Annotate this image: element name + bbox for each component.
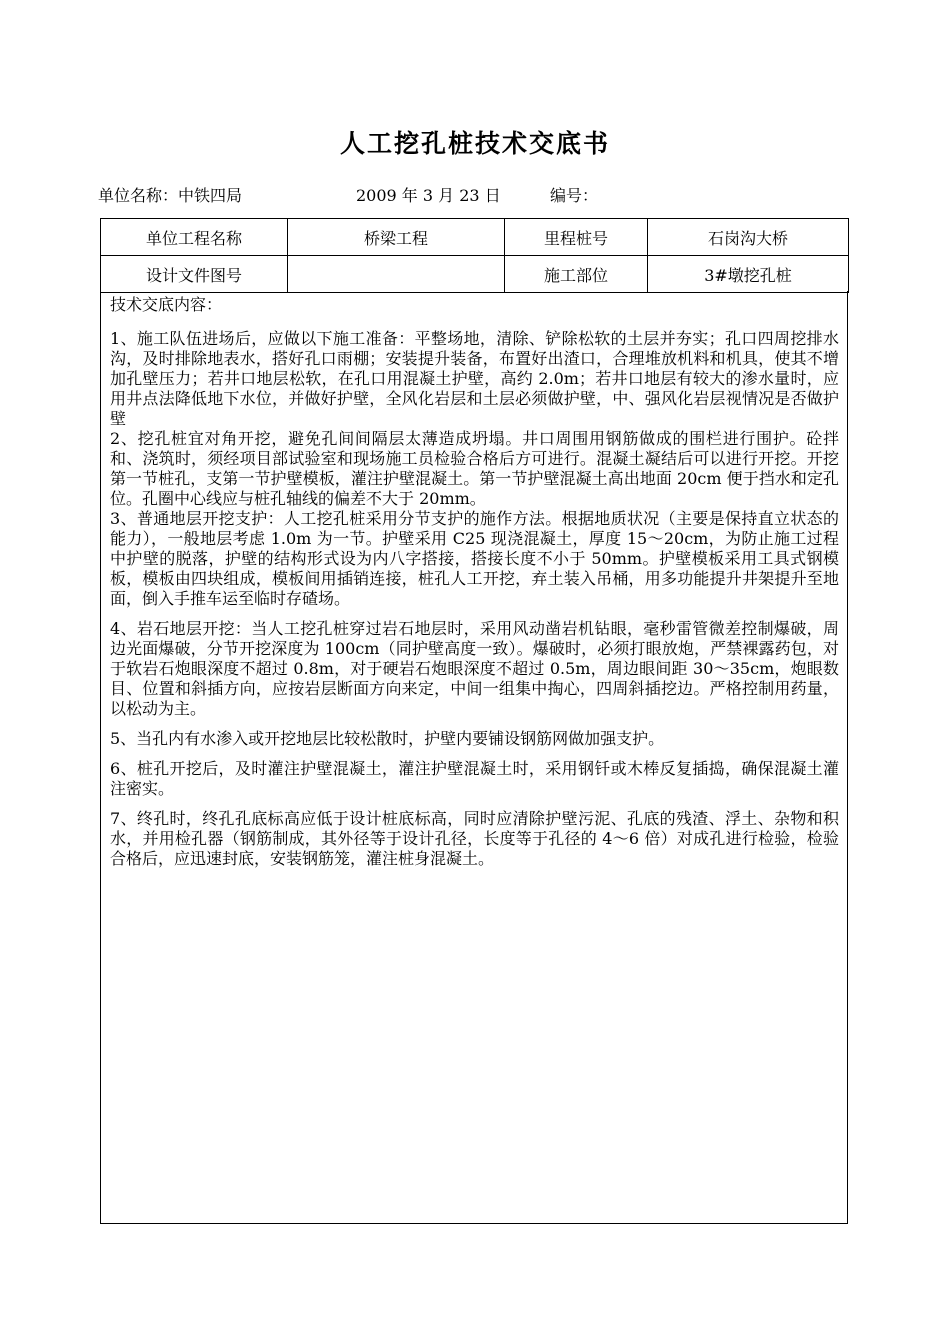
construction-part-label: 施工部位 — [505, 256, 648, 293]
mileage-label: 里程桩号 — [505, 219, 648, 256]
paragraph-1: 1、施工队伍进场后，应做以下施工准备：平整场地，清除、铲除松软的土层并夯实；孔口四周挖排水沟，及时排除地表水，搭好孔口雨棚；安装提升装备，布置好出渣口，合理堆放机料和机具，使其不增加孔壁压力；若井口地层松软，在孔口用混凝土护壁，高约 2.0m；若井口地层有较大的渗水量时，应用井点法降低地下水位，并做好护壁，全风化岩层和土层必须做护壁，中、强风化岩层视情况是否做护壁 — [110, 329, 839, 428]
paragraph-7: 7、终孔时，终孔孔底标高应低于设计桩底标高，同时应清除护壁污泥、孔底的残渣、浮土、杂物和积水，并用检孔器（钢筋制成，其外径等于设计孔径，长度等于孔径的 4～6 倍）对成孔进行检验，检验合格后，应迅速封底，安装钢筋笼，灌注桩身混凝土。 — [110, 809, 839, 868]
drawing-number-label: 设计文件图号 — [101, 256, 288, 293]
mileage-value: 石岗沟大桥 — [648, 219, 849, 256]
content-heading: 技术交底内容： — [110, 295, 223, 314]
document-title: 人工挖孔桩技术交底书 — [339, 129, 610, 158]
unit-name: 单位名称：中铁四局 — [98, 186, 243, 205]
paragraph-6: 6、桩孔开挖后，及时灌注护壁混凝土，灌注护壁混凝土时，采用钢钎或木棒反复插捣，确保混凝土灌注密实。 — [110, 759, 839, 798]
paragraph-3: 3、普通地层开挖支护：人工挖孔桩采用分节支护的施作方法。根据地质状况（主要是保持直立状态的能力），一般地层考虑 1.0m 为一节。护壁采用 C25 现浇混凝土，厚度 15～20cm，为防止施工过程中护壁的脱落，护壁的结构形式设为内八字搭接，搭接长度不小于 50mm。护壁模板采用工具式钢模板，模板由四块组成，模板间用插销连接，桩孔人工开挖，弃土装入吊桶，用多功能提升井架提升至地面，倒入手推车运至临时存碴场。 — [110, 509, 839, 608]
table-row — [101, 256, 849, 293]
project-name-value: 桥梁工程 — [288, 219, 505, 256]
info-table — [100, 218, 849, 293]
paragraph-4: 4、岩石地层开挖：当人工挖孔桩穿过岩石地层时，采用风动凿岩机钻眼，毫秒雷管微差控制爆破，周边光面爆破，分节开挖深度为 100cm（同护壁高度一致）。爆破时，必须打眼放炮，严禁裸露药包，对于软岩石炮眼深度不超过 0.8m，对于硬岩石炮眼深度不超过 0.5m，周边眼间距 30～35cm，炮眼数目、位置和斜插方向，应按岩层断面方向来定，中间一组集中掏心，四周斜插挖边。严格控制用药量，以松动为主。 — [110, 619, 839, 718]
disclosure-content — [100, 291, 848, 1224]
document-meta — [98, 183, 858, 207]
table-row — [101, 219, 849, 256]
document-number-label: 编号： — [550, 186, 599, 205]
drawing-number-value — [288, 256, 505, 293]
paragraph-2: 2、挖孔桩宜对角开挖，避免孔间间隔层太薄造成坍塌。井口周围用钢筋做成的围栏进行围护。砼拌和、浇筑时，须经项目部试验室和现场施工员检验合格后方可进行。混凝土凝结后可以进行开挖。开挖第一节桩孔，支第一节护壁模板，灌注护壁混凝土。第一节护壁混凝土高出地面 20cm 便于挡水和定孔位。孔圈中心线应与桩孔轴线的偏差不大于 20mm。 — [110, 429, 839, 508]
project-name-label: 单位工程名称 — [101, 219, 288, 256]
paragraph-5: 5、当孔内有水渗入或开挖地层比较松散时，护壁内要铺设钢筋网做加强支护。 — [110, 729, 665, 748]
document-date: 2009 年 3 月 23 日 — [356, 186, 501, 205]
construction-part-value: 3#墩挖孔桩 — [648, 256, 849, 293]
